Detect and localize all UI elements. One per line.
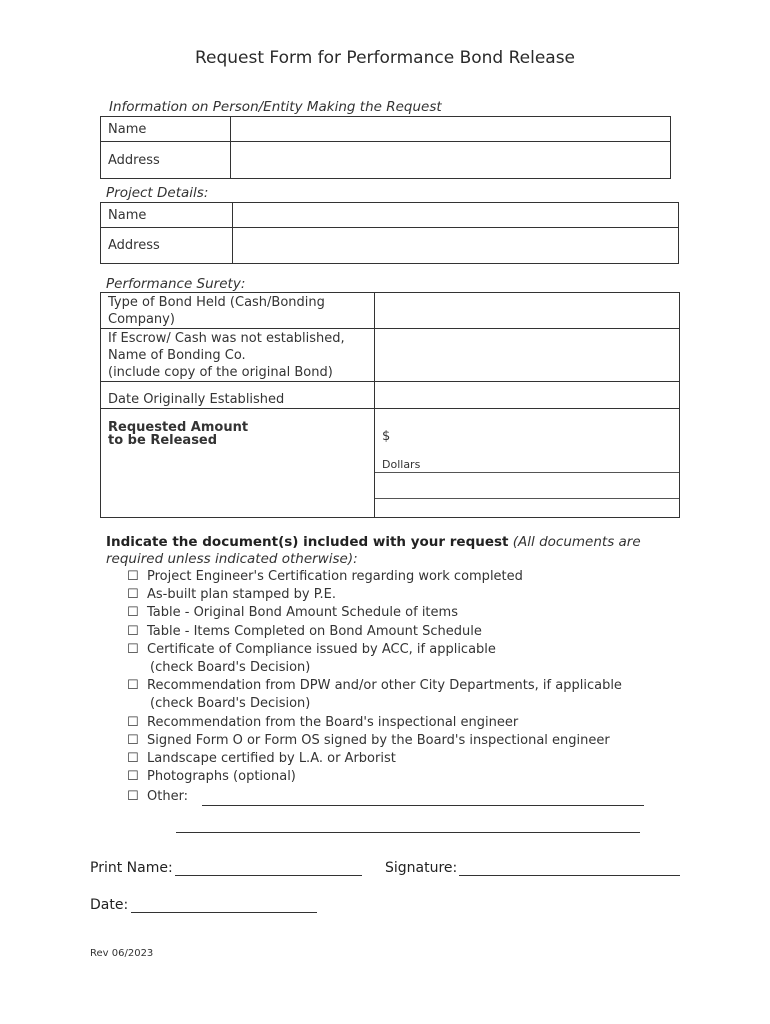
date-field[interactable] [131,912,317,913]
documents-checklist [127,568,622,806]
project-address-label: Address [101,228,233,264]
project-name-field[interactable] [233,203,679,228]
checkbox-icon[interactable]: ☐ [127,587,139,603]
checkbox-icon[interactable]: ☐ [127,750,139,766]
project-name-label: Name [101,203,233,228]
doc-item-label: Other: [147,789,189,805]
doc-item-label: Photographs (optional) [147,769,296,785]
requester-name-label: Name [101,117,231,142]
checkbox-icon[interactable]: ☐ [127,641,139,657]
doc-item-label: Signed Form O or Form OS signed by the Board's inspectional engineer [147,732,610,748]
surety-section-heading: Performance Surety: [106,276,246,292]
requester-address-label: Address [101,142,231,179]
project-section-heading: Project Details: [106,185,209,201]
doc-item-dpw-recommendation[interactable] [127,677,622,695]
doc-item-signed-form-o[interactable] [127,732,622,750]
checkbox-icon[interactable]: ☐ [127,714,139,730]
bond-type-field[interactable] [375,293,680,329]
checkbox-icon[interactable]: ☐ [127,789,139,805]
doc-item-sub-note: (check Board's Decision) [150,696,311,712]
escrow-label-line-1: If Escrow/ Cash was not established, [108,331,345,346]
amount-extra-field[interactable] [375,499,679,517]
doc-item-sub-note: (check Board's Decision) [150,659,311,675]
dollar-sign: $ [382,429,391,444]
print-name-label: Print Name: [90,860,173,876]
doc-item-engineer-certification[interactable] [127,568,622,586]
doc-item-label: Table - Original Bond Amount Schedule of items [147,605,458,621]
doc-item-label: Project Engineer's Certification regarding work completed [147,569,523,584]
documents-intro-italic: (All documents are required unless indicated otherwise): [106,534,641,567]
doc-item-as-built-plan[interactable] [127,586,622,604]
checkbox-icon[interactable]: ☐ [127,769,139,785]
other-field-line-2[interactable] [176,832,640,833]
signature-field[interactable] [459,875,680,876]
doc-item-other[interactable] [127,788,622,806]
bonding-company-field[interactable] [375,329,680,382]
date-established-field[interactable] [375,382,680,409]
doc-item-original-bond-table[interactable] [127,604,622,622]
checkbox-icon[interactable]: ☐ [127,605,139,621]
other-field-line-1[interactable] [202,805,644,806]
requested-amount-label-line-1: Requested Amount [108,420,249,435]
amount-words-field[interactable] [375,473,679,499]
documents-intro-bold: Indicate the document(s) included with your request [106,534,509,550]
doc-item-landscape-certified[interactable] [127,750,622,768]
checkbox-icon[interactable]: ☐ [127,678,139,694]
requester-section-heading: Information on Person/Entity Making the Request [109,99,442,115]
signature-label: Signature: [385,860,458,876]
checkbox-icon[interactable]: ☐ [127,569,139,584]
requester-table [100,116,671,179]
escrow-label-line-3: (include copy of the original Bond) [108,365,333,380]
requested-amount-label [101,409,375,518]
escrow-label [101,329,375,382]
requested-amount-label-line-2: to be Released [108,433,218,448]
form-title: Request Form for Performance Bond Release [194,48,576,68]
checkbox-icon[interactable]: ☐ [127,732,139,748]
revision-label: Rev 06/2023 [90,948,154,959]
requester-name-field[interactable] [231,117,671,142]
date-established-label: Date Originally Established [101,382,375,409]
doc-item-label: Recommendation from the Board's inspectional engineer [147,714,519,730]
project-table [100,202,679,264]
doc-item-label: As-built plan stamped by P.E. [147,587,337,603]
escrow-label-line-2: Name of Bonding Co. [108,348,246,363]
requested-amount-cell [375,409,680,518]
documents-instructions [106,534,666,568]
doc-item-label: Certificate of Compliance issued by ACC, if applicable [147,641,496,657]
doc-item-label: Recommendation from DPW and/or other City Departments, if applicable [147,678,622,694]
date-label: Date: [90,897,129,913]
checkbox-icon[interactable]: ☐ [127,623,139,639]
amount-field[interactable] [375,409,679,473]
bond-type-label: Type of Bond Held (Cash/Bonding Company) [101,293,375,329]
doc-item-label: Landscape certified by L.A. or Arborist [147,750,396,766]
project-address-field[interactable] [233,228,679,264]
doc-item-certificate-of-compliance[interactable] [127,641,622,659]
dollars-label: Dollars [382,458,421,471]
doc-item-completed-items-table[interactable] [127,623,622,641]
doc-item-photographs[interactable] [127,768,622,786]
surety-table [100,292,680,518]
doc-item-board-engineer-recommendation[interactable] [127,714,622,732]
print-name-field[interactable] [175,875,362,876]
requester-address-field[interactable] [231,142,671,179]
doc-item-label: Table - Items Completed on Bond Amount Schedule [147,623,482,639]
